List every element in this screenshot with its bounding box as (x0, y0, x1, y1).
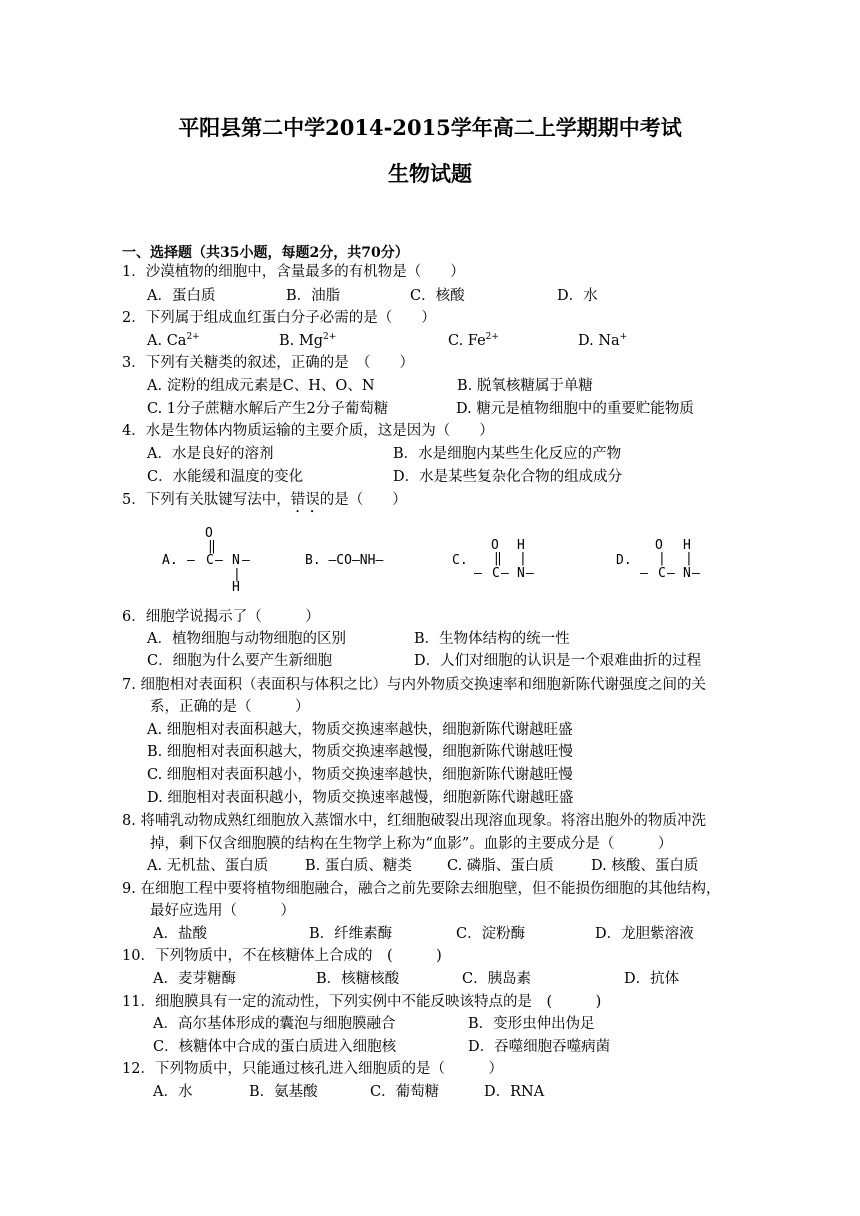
question-6-option-d: D．人们对细胞的认识是一个艰难曲折的过程 (414, 653, 702, 669)
question-8-stem-line2: 掉，剩下仅含细胞膜的结构在生物学上称为“血影”。血影的主要成分是（ ） (150, 836, 673, 852)
question-8-option-d: D. 核酸、蛋白质 (591, 858, 699, 874)
question-1-stem: 1．沙漠植物的细胞中，含量最多的有机物是（ ） (122, 264, 465, 280)
question-5-option-d: D. O H | | — C — N — (616, 538, 700, 581)
question-8-option-c: C. 磷脂、蛋白质 (447, 858, 554, 874)
question-2-stem: 2．下列属于组成血红蛋白分子必需的是（ ） (122, 310, 436, 326)
question-2-option-a: A. $Ca^{2+}$ (147, 332, 200, 349)
question-1-option-c: C．核酸 (410, 288, 465, 304)
question-8-option-a: A. 无机盐、蛋白质 (147, 858, 269, 874)
question-5-option-a: A. O ‖ — C — N — | H (162, 526, 250, 595)
question-12-option-d: D．RNA (484, 1084, 545, 1100)
exam-subtitle: 生物试题 (388, 161, 472, 186)
question-9-option-c: C．淀粉酶 (456, 926, 526, 942)
question-2-option-c: C. $Fe^{2+}$ (448, 332, 499, 349)
question-1-option-b: B．油脂 (286, 288, 341, 304)
question-5-stem: 5．下列有关肽键写法中，错误的是（ ） (122, 492, 407, 508)
exam-title: 平阳县第二中学2014-2015学年高二上学期期中考试 (178, 115, 682, 140)
question-10-option-a: A．麦芽糖酶 (153, 971, 236, 987)
question-10-stem: 10．下列物质中，不在核糖体上合成的 ( ) (122, 948, 442, 964)
question-6-stem: 6．细胞学说揭示了（ ） (122, 609, 320, 625)
question-4-option-a: A．水是良好的溶剂 (147, 446, 274, 462)
question-11-option-d: D．吞噬细胞吞噬病菌 (468, 1039, 611, 1055)
question-12-option-a: A．水 (153, 1084, 193, 1100)
section-heading: 一、选择题（共35小题，每题2分，共70分） (122, 245, 409, 261)
question-4-option-b: B．水是细胞内某些生化反应的产物 (393, 446, 622, 462)
question-10-option-b: B．核糖核酸 (316, 971, 400, 987)
question-6-option-c: C．细胞为什么要产生新细胞 (147, 653, 333, 669)
question-9-stem-line2: 最好应选用（ ） (150, 903, 295, 919)
question-4-option-d: D．水是某些复杂化合物的组成成分 (393, 469, 623, 485)
question-7-stem-line1: 7. 细胞相对表面积（表面积与体积之比）与内外物质交换速率和细胞新陈代谢强度之间的关 (122, 677, 706, 693)
question-10-option-c: C．胰岛素 (462, 971, 532, 987)
question-7-stem-line2: 系，正确的是（ ） (150, 699, 310, 715)
question-9-option-b: B．纤维素酶 (309, 926, 393, 942)
question-3-option-c: C. 1分子蔗糖水解后产生2分子葡萄糖 (147, 401, 389, 417)
question-7-option-c: C. 细胞相对表面积越小，物质交换速率越快，细胞新陈代谢越旺慢 (147, 767, 573, 783)
question-5-option-b: B. —CO—NH— (305, 553, 384, 568)
question-12-option-c: C．葡萄糖 (370, 1084, 440, 1100)
question-11-option-b: B．变形虫伸出伪足 (468, 1016, 595, 1032)
question-9-stem-line1: 9. 在细胞工程中要将植物细胞融合，融合之前先要除去细胞壁，但不能损伤细胞的其他结构， (122, 881, 721, 897)
question-3-stem: 3．下列有关糖类的叙述，正确的是 （ ） (122, 355, 414, 371)
question-6-option-a: A．植物细胞与动物细胞的区别 (147, 631, 346, 647)
question-3-option-a: A. 淀粉的组成元素是C、H、O、N (147, 378, 375, 394)
question-6-option-b: B．生物体结构的统一性 (414, 631, 570, 647)
question-2-option-d: D. Na+ (578, 332, 628, 349)
question-1-option-a: A．蛋白质 (147, 288, 216, 304)
question-8-option-b: B. 蛋白质、糖类 (305, 858, 412, 874)
question-4-option-c: C．水能缓和温度的变化 (147, 469, 304, 485)
question-12-stem: 12．下列物质中，只能通过核孔进入细胞质的是（ ） (122, 1061, 503, 1077)
question-1-option-d: D．水 (557, 288, 598, 304)
question-5-option-c: C. O H ‖ | — C — N — (452, 538, 534, 581)
question-4-stem: 4．水是生物体内物质运输的主要介质，这是因为（ ） (122, 423, 494, 439)
question-7-option-d: D. 细胞相对表面积越小，物质交换速率越慢，细胞新陈代谢越旺盛 (147, 790, 574, 806)
question-3-option-d: D. 糖元是植物细胞中的重要贮能物质 (456, 401, 694, 417)
question-9-option-d: D．龙胆紫溶液 (595, 926, 694, 942)
question-7-option-b: B. 细胞相对表面积越大，物质交换速率越慢，细胞新陈代谢越旺慢 (147, 744, 573, 760)
question-10-option-d: D．抗体 (624, 971, 680, 987)
question-2-option-b: B. $Mg^{2+}$ (279, 332, 337, 349)
question-3-option-b: B. 脱氧核糖属于单糖 (457, 378, 593, 394)
question-11-stem: 11．细胞膜具有一定的流动性，下列实例中不能反映该特点的是 ( ) (122, 994, 602, 1010)
question-11-option-a: A．高尔基体形成的囊泡与细胞膜融合 (153, 1016, 396, 1032)
question-9-option-a: A．盐酸 (153, 926, 207, 942)
question-7-option-a: A. 细胞相对表面积越大，物质交换速率越快，细胞新陈代谢越旺盛 (147, 722, 573, 738)
question-12-option-b: B．氨基酸 (249, 1084, 318, 1100)
question-11-option-c: C．核糖体中合成的蛋白质进入细胞核 (153, 1039, 397, 1055)
question-8-stem-line1: 8. 将哺乳动物成熟红细胞放入蒸馏水中，红细胞破裂出现溶血现象。将溶出胞外的物质冲洗 (122, 813, 706, 829)
